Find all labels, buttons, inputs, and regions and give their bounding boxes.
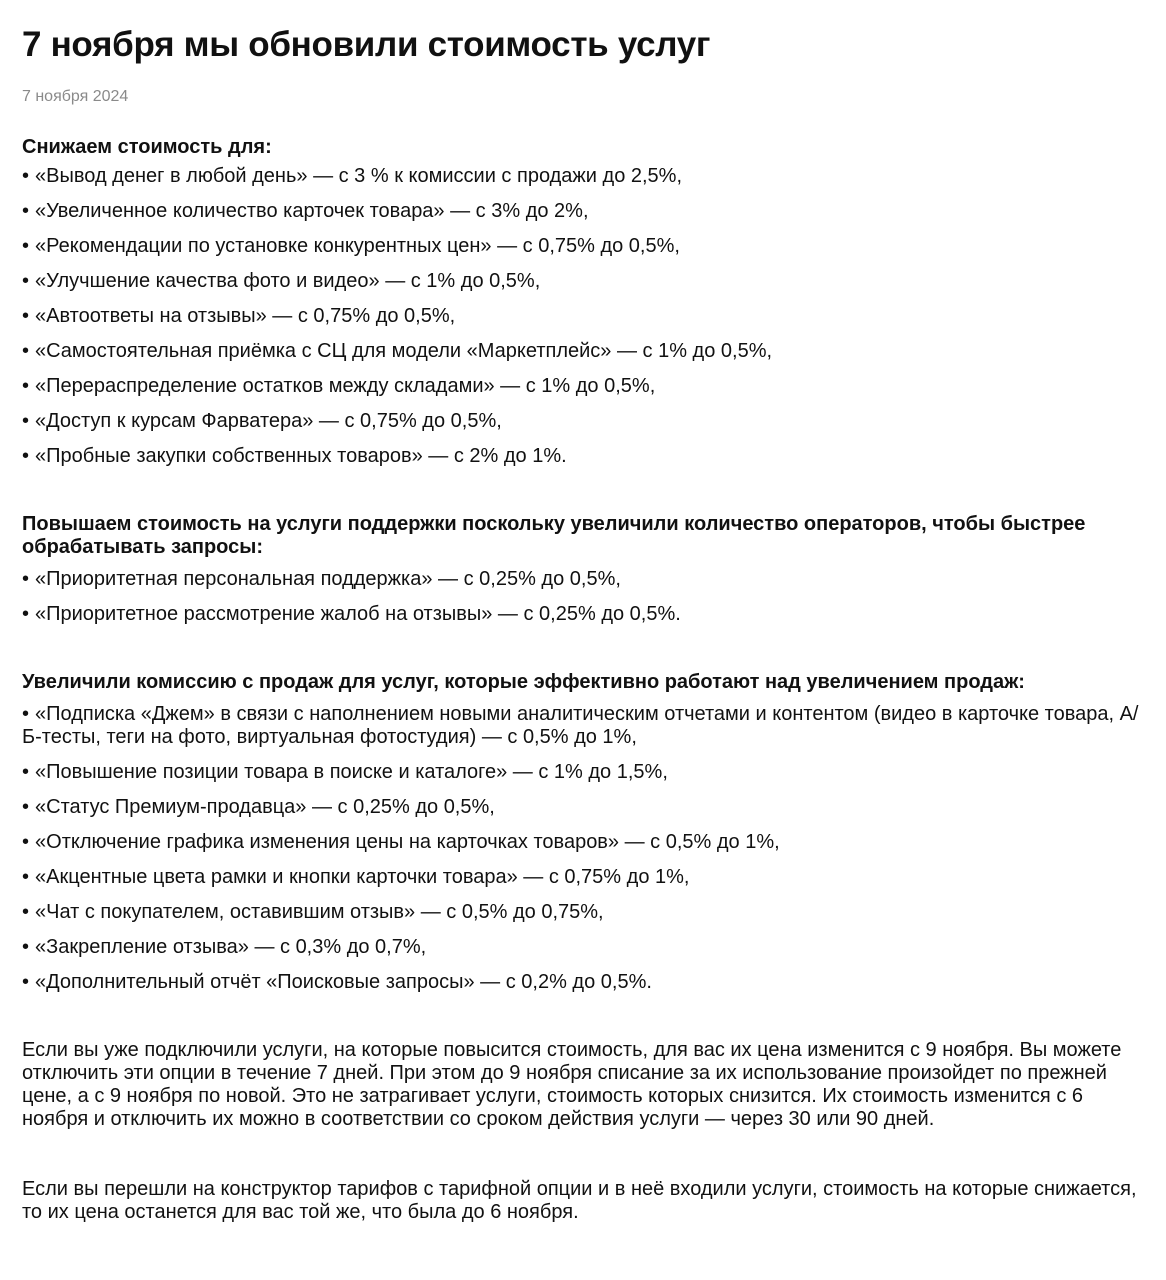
list-item-text: «Улучшение качества фото и видео» — с 1% до 0,5%, <box>35 270 541 292</box>
article <box>22 22 1146 1224</box>
list-item-text: «Вывод денег в любой день» — с 3 % к комиссии с продажи до 2,5%, <box>35 165 683 187</box>
list-item <box>22 340 1146 363</box>
section-heading: Увеличили комиссию с продаж для услуг, которые эффективно работают над увеличением продаж: <box>22 671 1025 693</box>
list-item <box>22 270 1146 293</box>
list-item-text: «Самостоятельная приёмка с СЦ для модели «Маркетплейс» — с 1% до 0,5%, <box>35 340 773 362</box>
bullet-mark: • <box>22 375 30 397</box>
bullet-mark: • <box>22 936 30 958</box>
list-item-text: «Чат с покупателем, оставившим отзыв» — с 0,5% до 0,75%, <box>35 901 604 923</box>
list-item-text: «Автоответы на отзывы» — с 0,75% до 0,5%, <box>35 305 456 327</box>
article-title: 7 ноября мы обновили стоимость услуг <box>22 25 711 64</box>
list-item <box>22 305 1146 328</box>
list-item <box>22 165 1146 188</box>
list-item-text: «Подписка «Джем» в связи с наполнением новыми аналитическим отчетами и контентом (видео в карточке товара, А/Б-тесты, теги на фото, виртуальная фотостудия) — с 0,5% до 1%, <box>22 703 1139 748</box>
bullet-list <box>22 703 1146 994</box>
bullet-mark: • <box>22 703 30 725</box>
bullet-mark: • <box>22 445 30 467</box>
bullet-mark: • <box>22 305 30 327</box>
list-item-text: «Увеличенное количество карточек товара» — с 3% до 2%, <box>35 200 589 222</box>
bullet-mark: • <box>22 410 30 432</box>
bullet-mark: • <box>22 568 30 590</box>
list-item-text: «Приоритетное рассмотрение жалоб на отзывы» — с 0,25% до 0,5%. <box>35 603 681 625</box>
list-item-text: «Акцентные цвета рамки и кнопки карточки товара» — с 0,75% до 1%, <box>35 866 690 888</box>
bullet-list <box>22 165 1146 468</box>
bullet-list <box>22 568 1146 626</box>
list-item <box>22 375 1146 398</box>
bullet-mark: • <box>22 866 30 888</box>
section-commission-increase <box>22 671 1146 994</box>
bullet-mark: • <box>22 165 30 187</box>
list-item-text: «Пробные закупки собственных товаров» — с 2% до 1%. <box>35 445 567 467</box>
list-item <box>22 936 1146 959</box>
list-item <box>22 235 1146 258</box>
bullet-mark: • <box>22 235 30 257</box>
list-item <box>22 200 1146 223</box>
section-price-decrease <box>22 136 1146 468</box>
list-item <box>22 761 1146 784</box>
list-item-text: «Дополнительный отчёт «Поисковые запросы» — с 0,2% до 0,5%. <box>35 971 652 993</box>
list-item-text: «Приоритетная персональная поддержка» — с 0,25% до 0,5%, <box>35 568 621 590</box>
list-item <box>22 901 1146 924</box>
list-item-text: «Рекомендации по установке конкурентных цен» — с 0,75% до 0,5%, <box>35 235 680 257</box>
bullet-mark: • <box>22 971 30 993</box>
list-item <box>22 568 1146 591</box>
list-item-text: «Статус Премиум-продавца» — с 0,25% до 0,5%, <box>35 796 495 818</box>
info-paragraph: Если вы перешли на конструктор тарифов с тарифной опции и в неё входили услуги, стоимость на которые снижается, то их цена останется для вас той же, что была до 6 ноября. <box>22 1178 1137 1223</box>
bullet-mark: • <box>22 796 30 818</box>
list-item <box>22 971 1146 994</box>
bullet-mark: • <box>22 270 30 292</box>
list-item <box>22 603 1146 626</box>
list-item <box>22 831 1146 854</box>
bullet-mark: • <box>22 340 30 362</box>
list-item <box>22 703 1146 749</box>
bullet-mark: • <box>22 603 30 625</box>
list-item-text: «Перераспределение остатков между складами» — с 1% до 0,5%, <box>35 375 656 397</box>
section-heading: Повышаем стоимость на услуги поддержки поскольку увеличили количество операторов, чтобы быстрее обрабатывать запросы: <box>22 513 1086 558</box>
info-paragraph: Если вы уже подключили услуги, на которые повысится стоимость, для вас их цена изменится с 9 ноября. Вы можете отключить эти опции в течение 7 дней. При этом до 9 ноября списание за их использование произойдет по прежней цене, а с 9 ноября по новой. Это не затрагивает услуги, стоимость которых снизится. Их стоимость изменится с 6 ноября и отключить их можно в соответствии со сроком действия услуги — через 30 или 90 дней. <box>22 1039 1122 1130</box>
list-item <box>22 445 1146 468</box>
section-support-increase <box>22 513 1146 626</box>
list-item <box>22 796 1146 819</box>
bullet-mark: • <box>22 761 30 783</box>
bullet-mark: • <box>22 200 30 222</box>
list-item <box>22 410 1146 433</box>
section-heading: Снижаем стоимость для: <box>22 136 272 158</box>
article-date: 7 ноября 2024 <box>22 88 129 105</box>
list-item-text: «Закрепление отзыва» — с 0,3% до 0,7%, <box>35 936 427 958</box>
list-item <box>22 866 1146 889</box>
bullet-mark: • <box>22 831 30 853</box>
list-item-text: «Отключение графика изменения цены на карточках товаров» — с 0,5% до 1%, <box>35 831 780 853</box>
list-item-text: «Повышение позиции товара в поиске и каталоге» — с 1% до 1,5%, <box>35 761 668 783</box>
list-item-text: «Доступ к курсам Фарватера» — с 0,75% до 0,5%, <box>35 410 502 432</box>
bullet-mark: • <box>22 901 30 923</box>
